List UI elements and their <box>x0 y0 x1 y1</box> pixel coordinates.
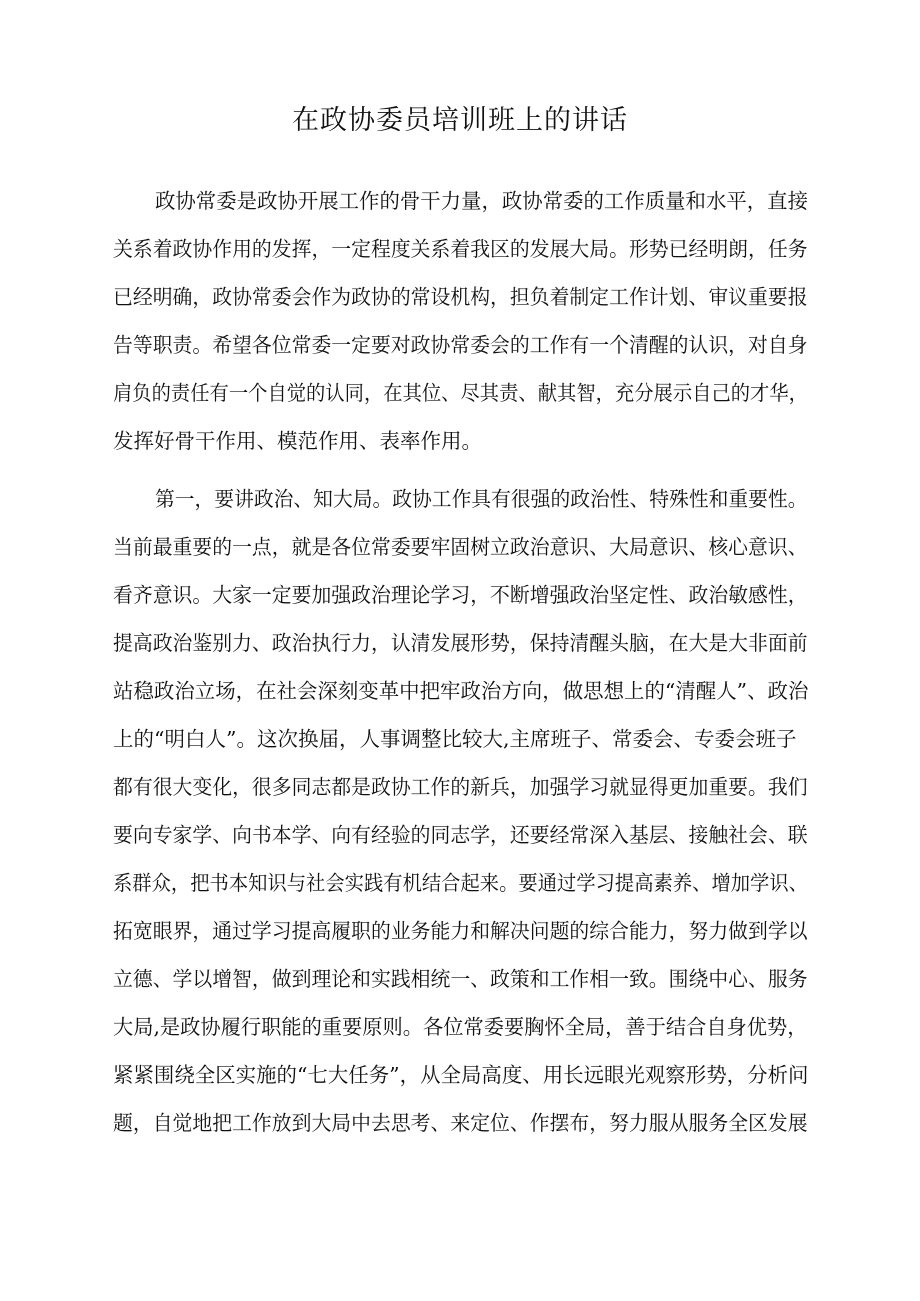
paragraph-2-line-12: 大局,是政协履行职能的重要原则。各位常委要胸怀全局，善于结合自身优势， <box>113 1015 808 1039</box>
paragraph-2-line-10: 拓宽眼界，通过学习提高履职的业务能力和解决问题的综合能力，努力做到学以 <box>113 919 808 943</box>
paragraph-2-line-13: 紧紧围绕全区实施的“七大任务”，从全局高度、用长远眼光观察形势，分析问 <box>113 1063 809 1087</box>
document-title: 在政协委员培训班上的讲话 <box>292 105 628 136</box>
paragraph-1-line-2: 关系着政协作用的发挥，一定程度关系着我区的发展大局。形势已经明朗，任务 <box>113 237 808 261</box>
paragraph-1-line-4: 告等职责。希望各位常委一定要对政协常委会的工作有一个清醒的认识，对自身 <box>113 333 808 357</box>
paragraph-1-line-5: 肩负的责任有一个自觉的认同，在其位、尽其责、献其智，充分展示自己的才华， <box>113 381 808 405</box>
paragraph-2-line-1: 第一，要讲政治、知大局。政协工作具有很强的政治性、特殊性和重要性。 <box>155 487 808 511</box>
paragraph-2-line-3: 看齐意识。大家一定要加强政治理论学习，不断增强政治坚定性、政治敏感性， <box>113 583 808 607</box>
paragraph-2-line-9: 系群众，把书本知识与社会实践有机结合起来。要通过学习提高素养、增加学识、 <box>113 871 808 895</box>
paragraph-2-line-11: 立德、学以增智，做到理论和实践相统一、政策和工作相一致。围绕中心、服务 <box>113 967 808 991</box>
paragraph-1-line-1: 政协常委是政协开展工作的骨干力量，政协常委的工作质量和水平，直接 <box>155 189 808 213</box>
paragraph-2-line-7: 都有很大变化，很多同志都是政协工作的新兵，加强学习就显得更加重要。我们 <box>113 775 808 799</box>
paragraph-2-line-5: 站稳政治立场，在社会深刻变革中把牢政治方向，做思想上的“清醒人”、政治 <box>113 679 809 703</box>
paragraph-1-line-3: 已经明确，政协常委会作为政协的常设机构，担负着制定工作计划、审议重要报 <box>113 285 808 309</box>
paragraph-2-line-14: 题，自觉地把工作放到大局中去思考、来定位、作摆布，努力服从服务全区发展 <box>113 1111 808 1135</box>
paragraph-2-line-4: 提高政治鉴别力、政治执行力，认清发展形势，保持清醒头脑，在大是大非面前 <box>113 631 808 655</box>
paragraph-2-line-2: 当前最重要的一点，就是各位常委要牢固树立政治意识、大局意识、核心意识、 <box>113 535 808 559</box>
paragraph-2-line-8: 要向专家学、向书本学、向有经验的同志学，还要经常深入基层、接触社会、联 <box>113 823 808 847</box>
paragraph-1-line-6: 发挥好骨干作用、模范作用、表率作用。 <box>113 429 482 453</box>
paragraph-2-line-6: 上的“明白人”。这次换届，人事调整比较大,主席班子、常委会、专委会班子 <box>113 727 797 751</box>
